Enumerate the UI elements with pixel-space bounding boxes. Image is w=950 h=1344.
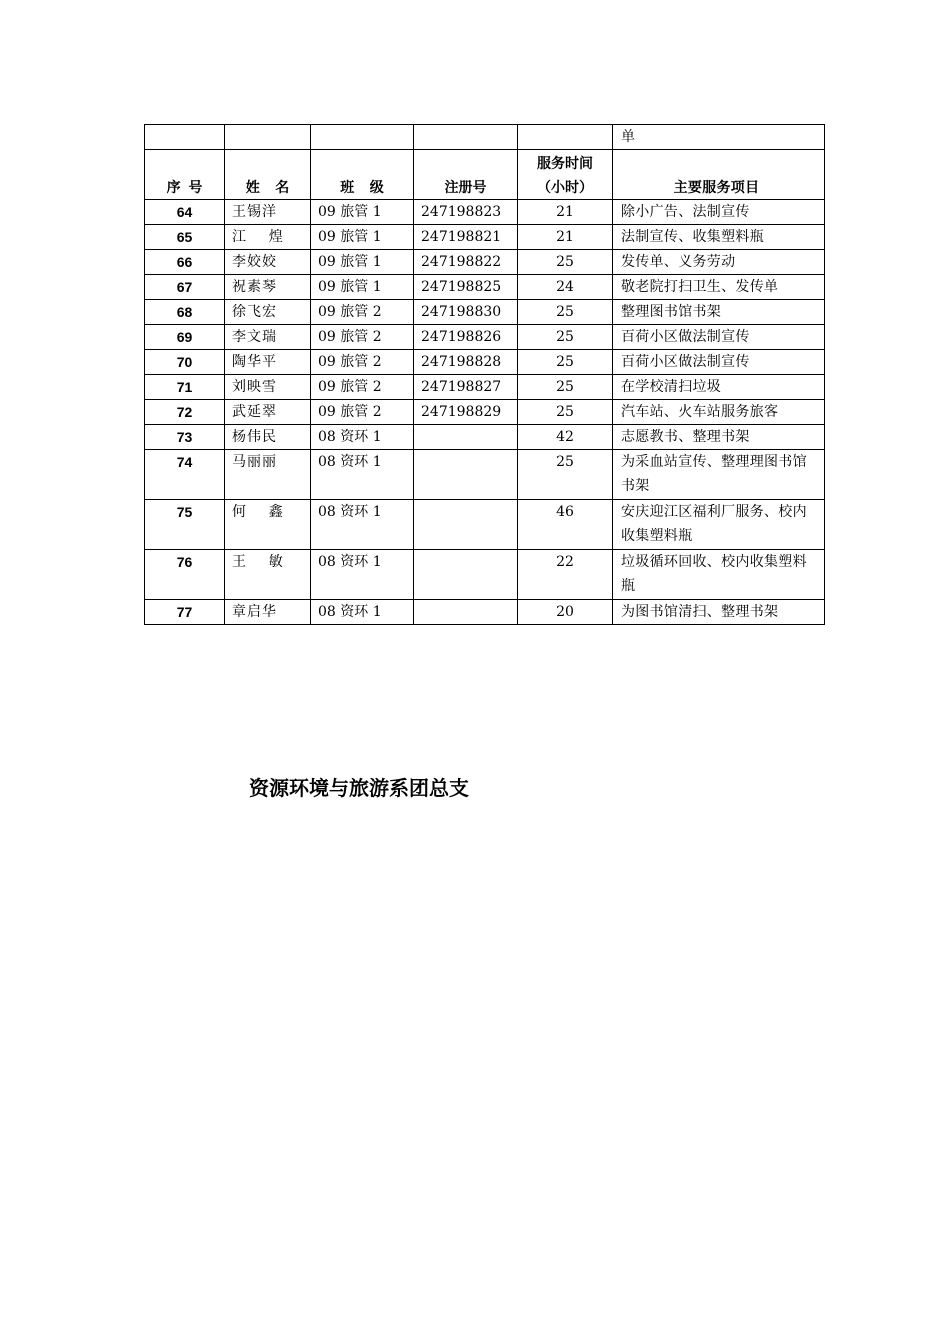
cell-reg [414, 450, 518, 500]
cell-item: 敬老院打扫卫生、发传单 [613, 275, 825, 300]
cell-class: 08 资环 1 [311, 425, 414, 450]
cell-name: 王 敏 [225, 550, 311, 600]
cell-reg: 247198830 [414, 300, 518, 325]
cell-seq: 65 [145, 225, 225, 250]
cell-seq: 64 [145, 200, 225, 225]
cell-name: 章启华 [225, 600, 311, 625]
cell-item: 汽车站、火车站服务旅客 [613, 400, 825, 425]
cell-class: 08 资环 1 [311, 600, 414, 625]
cell-name: 杨伟民 [225, 425, 311, 450]
cell-empty [225, 125, 311, 150]
cell-empty [311, 125, 414, 150]
cell-hours: 46 [518, 500, 613, 550]
cell-name: 马丽丽 [225, 450, 311, 500]
cell-item: 百荷小区做法制宣传 [613, 350, 825, 375]
cell-class: 09 旅管 2 [311, 325, 414, 350]
cell-reg: 247198822 [414, 250, 518, 275]
table-row [145, 400, 825, 425]
header-class: 班 级 [311, 150, 414, 200]
cell-reg: 247198823 [414, 200, 518, 225]
cell-item: 百荷小区做法制宣传 [613, 325, 825, 350]
cell-seq: 67 [145, 275, 225, 300]
cell-class: 09 旅管 1 [311, 250, 414, 275]
cell-empty [414, 125, 518, 150]
table-row [145, 225, 825, 250]
cell-class: 09 旅管 1 [311, 200, 414, 225]
table-row [145, 350, 825, 375]
table-row [145, 250, 825, 275]
cell-name: 李文瑞 [225, 325, 311, 350]
volunteer-service-table [144, 124, 825, 625]
cell-item: 发传单、义务劳动 [613, 250, 825, 275]
cell-seq: 75 [145, 500, 225, 550]
header-reg: 注册号 [414, 150, 518, 200]
cell-class: 09 旅管 2 [311, 350, 414, 375]
cell-reg [414, 600, 518, 625]
table-row [145, 300, 825, 325]
cell-hours: 25 [518, 400, 613, 425]
cell-hours: 25 [518, 350, 613, 375]
cell-hours: 21 [518, 225, 613, 250]
cell-item: 志愿教书、整理书架 [613, 425, 825, 450]
cell-reg [414, 425, 518, 450]
cell-reg: 247198827 [414, 375, 518, 400]
cell-item: 垃圾循环回收、校内收集塑料瓶 [613, 550, 825, 600]
cell-class: 09 旅管 2 [311, 400, 414, 425]
cell-hours: 24 [518, 275, 613, 300]
cell-empty [145, 125, 225, 150]
cell-name: 徐飞宏 [225, 300, 311, 325]
cell-hours: 25 [518, 250, 613, 275]
header-row [145, 150, 825, 200]
cell-seq: 71 [145, 375, 225, 400]
cell-item: 为采血站宣传、整理理图书馆书架 [613, 450, 825, 500]
cell-item: 在学校清扫垃圾 [613, 375, 825, 400]
cell-name: 陶华平 [225, 350, 311, 375]
footer-organization: 资源环境与旅游系团总支 [249, 778, 469, 800]
cell-class: 09 旅管 1 [311, 225, 414, 250]
continuation-row [145, 125, 825, 150]
cell-item-continuation: 单 [613, 125, 825, 150]
cell-seq: 73 [145, 425, 225, 450]
cell-item: 法制宣传、收集塑料瓶 [613, 225, 825, 250]
cell-item: 除小广告、法制宣传 [613, 200, 825, 225]
cell-hours: 25 [518, 375, 613, 400]
cell-class: 08 资环 1 [311, 550, 414, 600]
cell-reg: 247198826 [414, 325, 518, 350]
cell-empty [518, 125, 613, 150]
table-row [145, 325, 825, 350]
cell-name: 武延翠 [225, 400, 311, 425]
cell-hours: 25 [518, 325, 613, 350]
header-hours-line1: 服务时间 [537, 155, 593, 171]
table-row [145, 450, 825, 500]
header-hours-line2: （小时） [537, 179, 593, 195]
cell-reg [414, 550, 518, 600]
cell-seq: 70 [145, 350, 225, 375]
cell-seq: 68 [145, 300, 225, 325]
header-item: 主要服务项目 [613, 150, 825, 200]
header-hours [518, 150, 613, 200]
cell-reg: 247198828 [414, 350, 518, 375]
cell-hours: 25 [518, 300, 613, 325]
cell-class: 09 旅管 1 [311, 275, 414, 300]
cell-seq: 69 [145, 325, 225, 350]
cell-hours: 25 [518, 450, 613, 500]
cell-class: 09 旅管 2 [311, 375, 414, 400]
cell-name: 王锡洋 [225, 200, 311, 225]
cell-class: 08 资环 1 [311, 450, 414, 500]
header-seq: 序 号 [145, 150, 225, 200]
cell-name: 何 鑫 [225, 500, 311, 550]
cell-hours: 20 [518, 600, 613, 625]
cell-seq: 77 [145, 600, 225, 625]
table-row [145, 375, 825, 400]
cell-reg: 247198825 [414, 275, 518, 300]
cell-reg: 247198829 [414, 400, 518, 425]
cell-hours: 22 [518, 550, 613, 600]
cell-class: 08 资环 1 [311, 500, 414, 550]
table-row [145, 550, 825, 600]
table-row [145, 500, 825, 550]
cell-reg: 247198821 [414, 225, 518, 250]
table-row [145, 425, 825, 450]
cell-seq: 72 [145, 400, 225, 425]
header-name: 姓 名 [225, 150, 311, 200]
table-row [145, 600, 825, 625]
cell-item: 为图书馆清扫、整理书架 [613, 600, 825, 625]
cell-seq: 74 [145, 450, 225, 500]
cell-name: 刘映雪 [225, 375, 311, 400]
cell-item: 整理图书馆书架 [613, 300, 825, 325]
table-row [145, 200, 825, 225]
cell-item: 安庆迎江区福利厂服务、校内收集塑料瓶 [613, 500, 825, 550]
cell-name: 江 煌 [225, 225, 311, 250]
cell-hours: 42 [518, 425, 613, 450]
cell-reg [414, 500, 518, 550]
table-row [145, 275, 825, 300]
cell-name: 李姣姣 [225, 250, 311, 275]
cell-seq: 76 [145, 550, 225, 600]
cell-class: 09 旅管 2 [311, 300, 414, 325]
cell-hours: 21 [518, 200, 613, 225]
cell-name: 祝素琴 [225, 275, 311, 300]
cell-seq: 66 [145, 250, 225, 275]
